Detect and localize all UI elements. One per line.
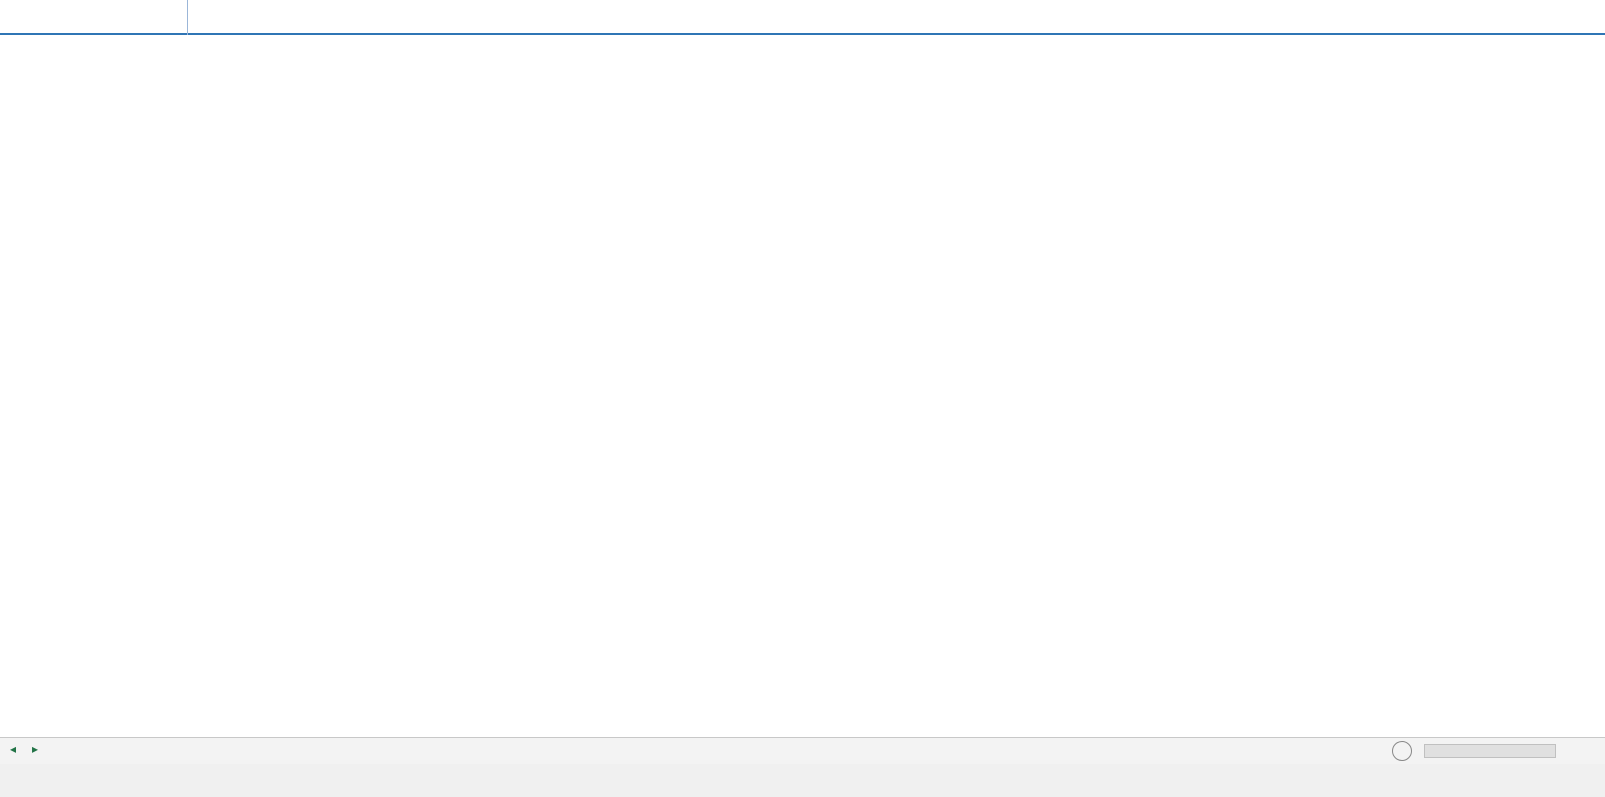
tab-navigation bbox=[0, 738, 88, 763]
horizontal-scrollbar[interactable] bbox=[1424, 744, 1556, 758]
add-sheet-button[interactable] bbox=[1392, 741, 1412, 761]
tab-next-icon[interactable]: ▸ bbox=[32, 742, 39, 756]
status-bar bbox=[0, 764, 1605, 797]
year-header-row bbox=[0, 39, 1605, 53]
tab-prev-icon[interactable]: ◂ bbox=[10, 742, 17, 756]
title-row bbox=[0, 0, 1605, 35]
sheet-tab-bar bbox=[0, 737, 1605, 764]
column-divider bbox=[187, 0, 188, 35]
